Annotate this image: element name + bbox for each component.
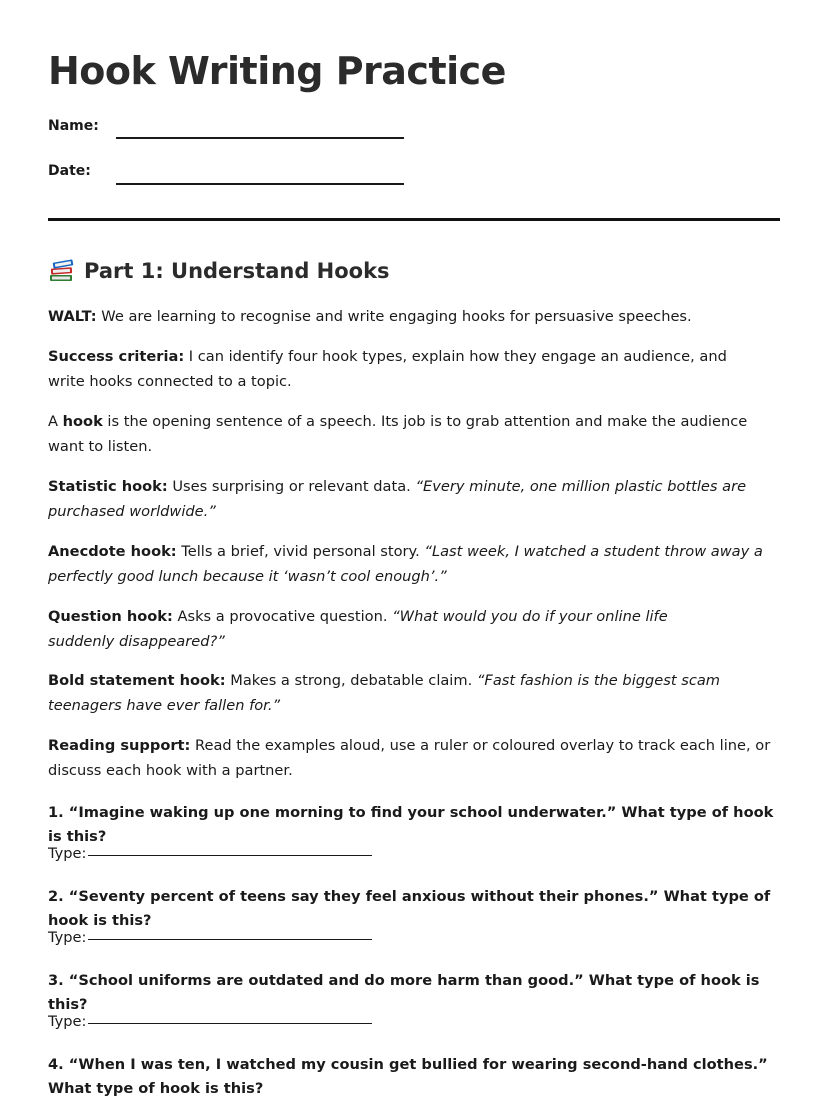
hook-type-label: Statistic hook: <box>48 478 168 495</box>
answer-blank[interactable] <box>88 1023 372 1024</box>
walt-paragraph <box>48 304 788 329</box>
hook-example: “Last week, I watched a student throw away a perfectly good lunch because it ‘wasn’t cool enough’.” <box>48 543 763 585</box>
answer-line-1[interactable] <box>48 842 372 866</box>
section-divider <box>48 218 780 221</box>
hook-type-desc: Makes a strong, debatable claim. <box>225 672 477 689</box>
type-label: Type: <box>48 1013 87 1030</box>
hook-example: “What would you do if your online life suddenly disappeared?” <box>48 608 668 650</box>
date-field-line[interactable] <box>116 183 404 185</box>
name-label: Name: <box>48 118 99 134</box>
question-1: 1. “Imagine waking up one morning to find your school underwater.” What type of hook is this? <box>48 804 774 845</box>
part1-heading <box>48 256 390 286</box>
hook-term: hook <box>62 413 103 430</box>
success-text: I can identify four hook types, explain how they engage an audience, and write hooks connected to a topic. <box>48 348 727 390</box>
answer-line-2[interactable] <box>48 926 372 950</box>
hook-type-desc: Uses surprising or relevant data. <box>167 478 416 495</box>
hook-intro-paragraph <box>48 409 768 459</box>
question-4: 4. “When I was ten, I watched my cousin get bullied for wearing second-hand clothes.” What type of hook is this? <box>48 1056 768 1097</box>
question-2: 2. “Seventy percent of teens say they feel anxious without their phones.” What type of hook is this? <box>48 888 771 929</box>
success-label: Success criteria: <box>48 348 185 365</box>
question-3: 3. “School uniforms are outdated and do more harm than good.” What type of hook is this? <box>48 972 760 1013</box>
type-label: Type: <box>48 929 87 946</box>
page-title: Hook Writing Practice <box>48 49 506 93</box>
hook-type-desc: Tells a brief, vivid personal story. <box>176 543 425 560</box>
reading-support-paragraph <box>48 733 778 783</box>
question-hook-paragraph <box>48 604 708 654</box>
statistic-hook-paragraph <box>48 474 768 524</box>
walt-label: WALT: <box>48 308 97 325</box>
support-text: Read the examples aloud, use a ruler or coloured overlay to track each line, or discuss each hook with a partner. <box>48 737 771 779</box>
intro-text-post: is the opening sentence of a speech. Its job is to grab attention and make the audience want to listen. <box>48 413 748 455</box>
answer-blank[interactable] <box>88 855 372 856</box>
name-field-line[interactable] <box>116 137 404 139</box>
intro-text-pre: A <box>48 413 63 430</box>
anecdote-hook-paragraph <box>48 539 778 589</box>
date-label: Date: <box>48 163 91 179</box>
bold-statement-hook-paragraph <box>48 668 778 718</box>
hook-type-label: Bold statement hook: <box>48 672 226 689</box>
support-label: Reading support: <box>48 737 191 754</box>
walt-text: We are learning to recognise and write engaging hooks for persuasive speeches. <box>96 308 692 325</box>
answer-blank[interactable] <box>88 939 372 940</box>
success-paragraph <box>48 344 768 394</box>
books-icon <box>48 258 76 284</box>
hook-example: “Fast fashion is the biggest scam teenagers have ever fallen for.” <box>48 672 721 714</box>
answer-line-3[interactable] <box>48 1010 372 1034</box>
hook-type-label: Anecdote hook: <box>48 543 177 560</box>
type-label: Type: <box>48 845 87 862</box>
hook-type-desc: Asks a provocative question. <box>172 608 393 625</box>
hook-type-label: Question hook: <box>48 608 173 625</box>
hook-example: “Every minute, one million plastic bottles are purchased worldwide.” <box>48 478 747 520</box>
part1-heading-text: Part 1: Understand Hooks <box>84 259 390 283</box>
